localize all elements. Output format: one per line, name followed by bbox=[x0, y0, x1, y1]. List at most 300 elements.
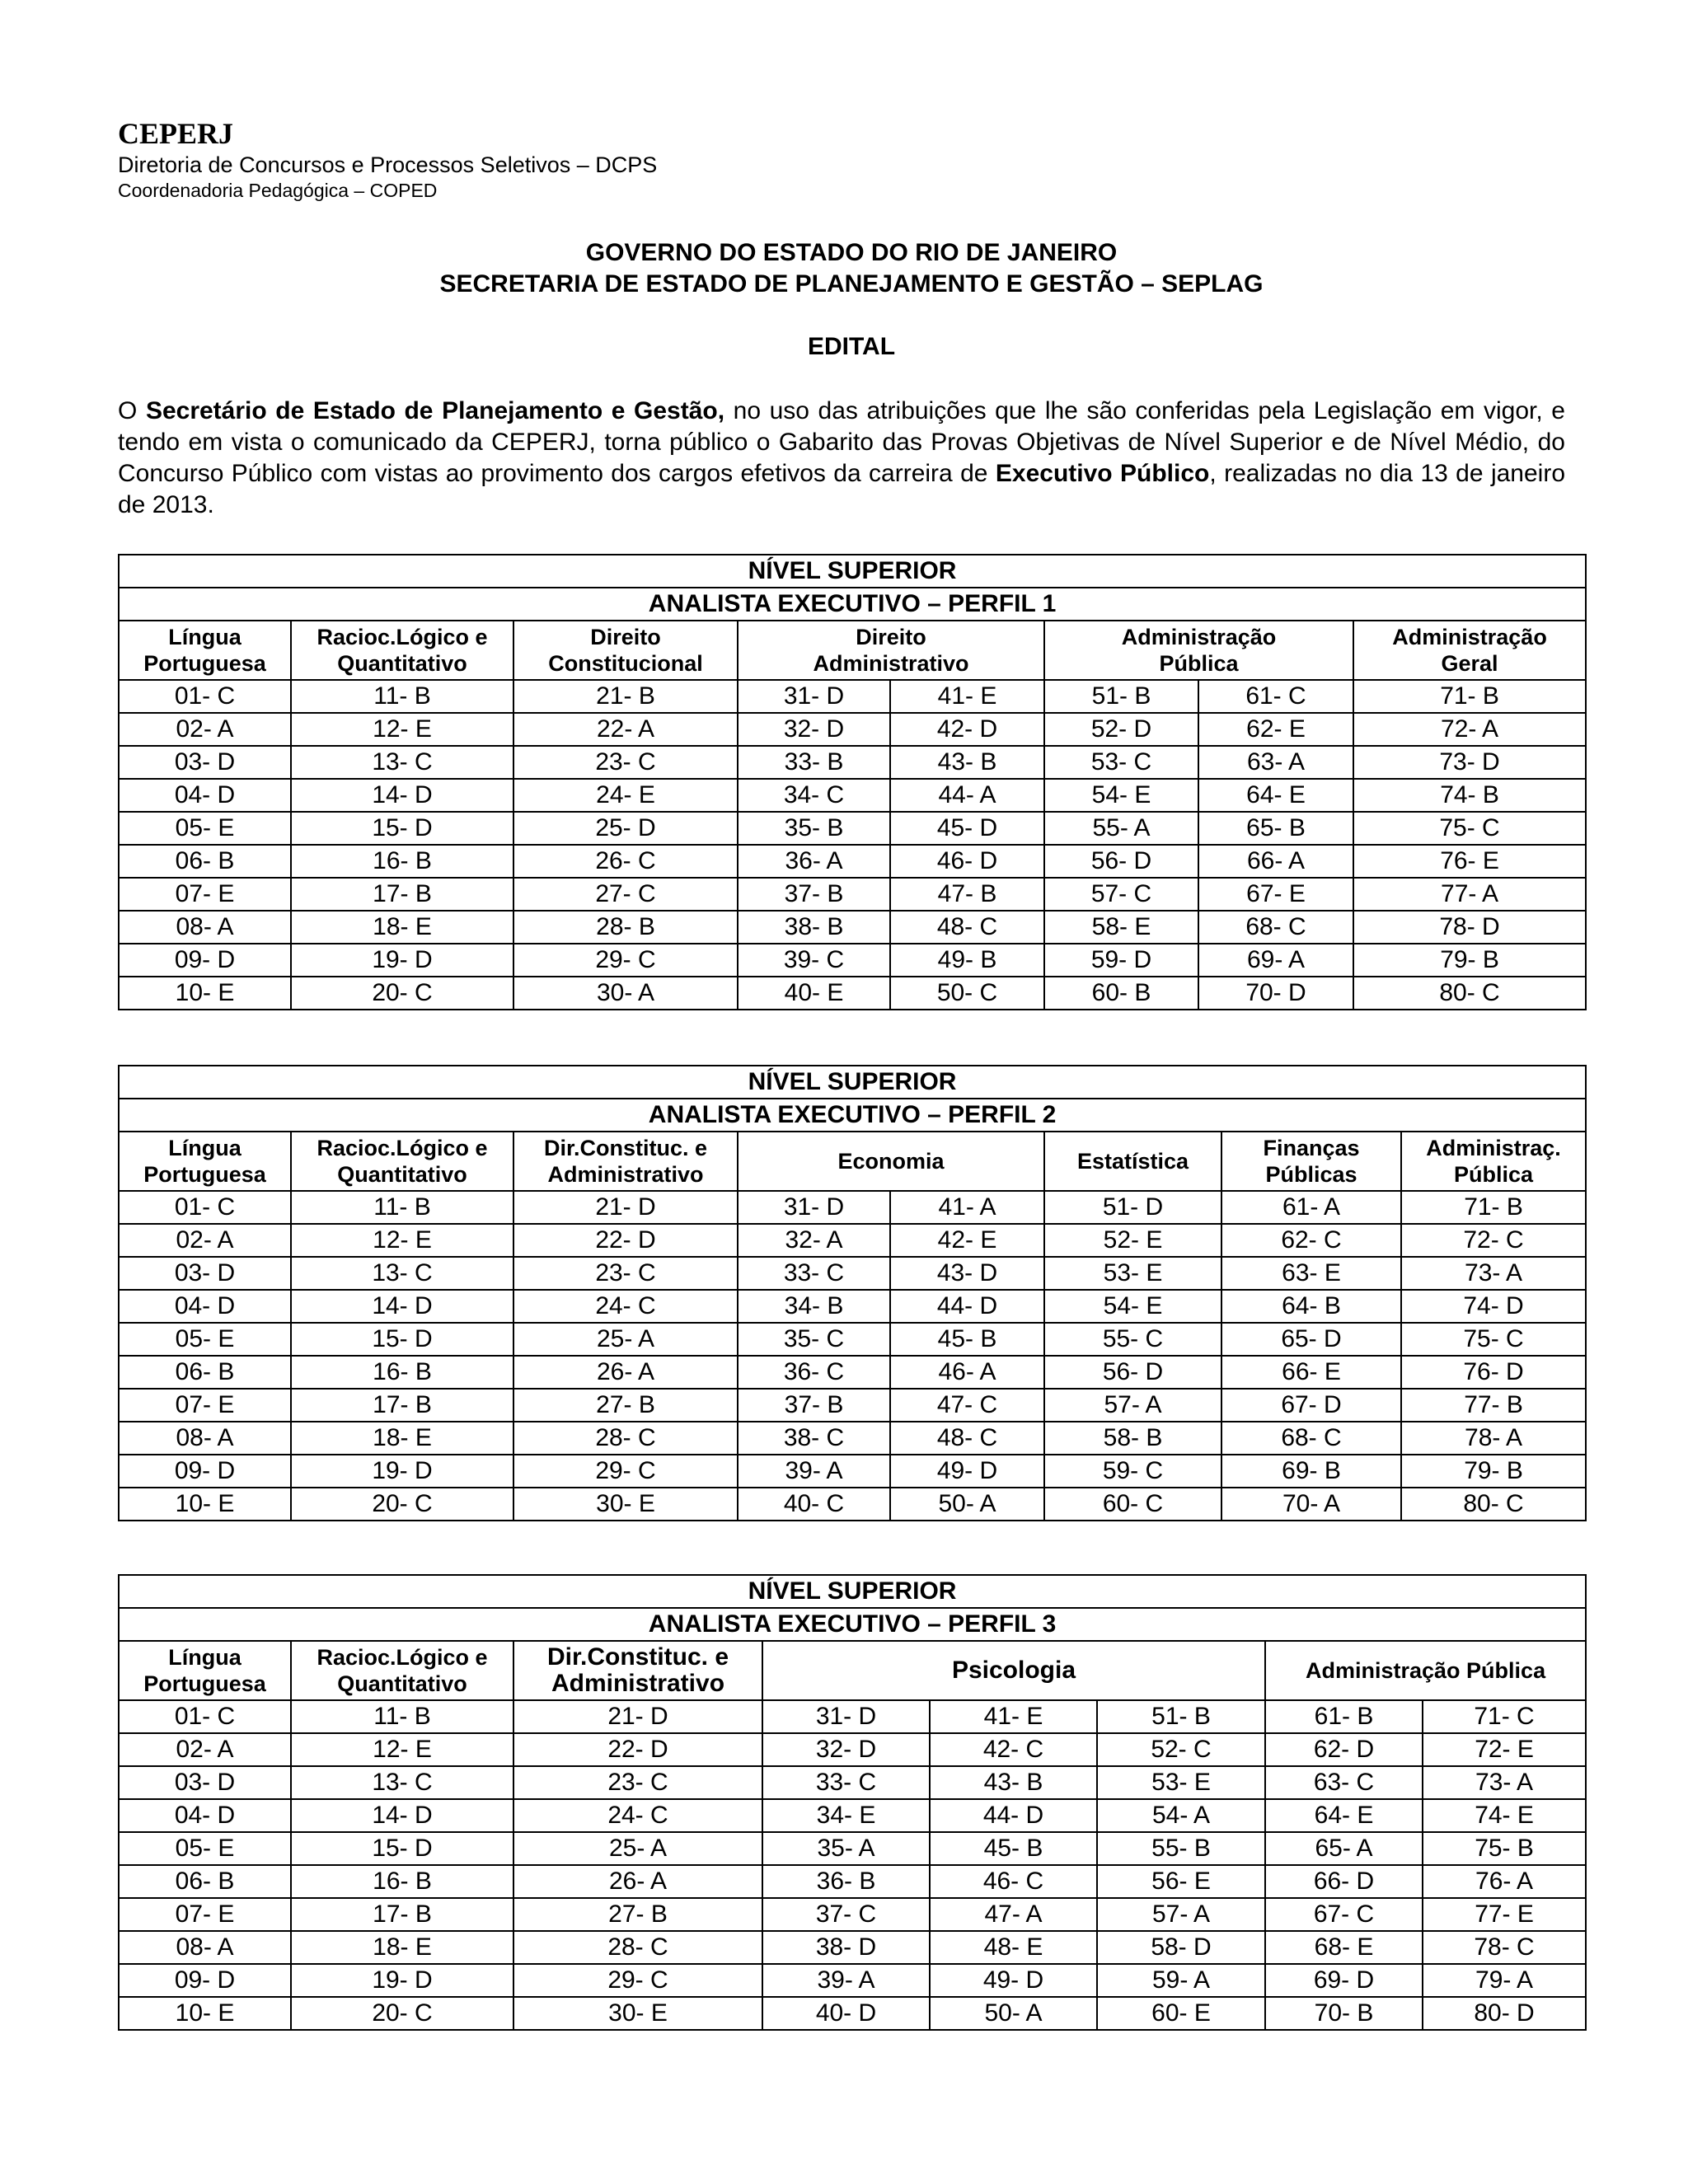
answer-cell: 64- E bbox=[1198, 779, 1353, 812]
column-header: Administração Pública bbox=[1265, 1641, 1586, 1700]
answer-cell: 36- C bbox=[738, 1356, 890, 1389]
answer-cell: 74- E bbox=[1423, 1799, 1586, 1832]
answer-cell: 04- D bbox=[119, 779, 291, 812]
table-row bbox=[119, 977, 1586, 1010]
answer-cell: 15- D bbox=[291, 1323, 513, 1356]
answer-cell: 30- E bbox=[513, 1997, 762, 2030]
answer-cell: 30- E bbox=[513, 1488, 738, 1521]
table-profile: ANALISTA EXECUTIVO – PERFIL 3 bbox=[119, 1608, 1586, 1641]
answer-rows bbox=[119, 1191, 1586, 1521]
answer-cell: 25- A bbox=[513, 1832, 762, 1865]
answer-cell: 01- C bbox=[119, 1191, 291, 1224]
answer-cell: 28- B bbox=[513, 911, 738, 944]
answer-cell: 49- D bbox=[890, 1455, 1044, 1488]
answer-cell: 72- C bbox=[1401, 1224, 1586, 1257]
column-header: Psicologia bbox=[762, 1641, 1265, 1700]
table-row bbox=[119, 878, 1586, 911]
answer-cell: 63- C bbox=[1265, 1766, 1423, 1799]
column-header: Língua Portuguesa bbox=[119, 1641, 291, 1700]
answer-cell: 72- E bbox=[1423, 1733, 1586, 1766]
column-header: Dir.Constituc. e Administrativo bbox=[513, 1641, 762, 1700]
table-row bbox=[119, 1931, 1586, 1964]
answer-cell: 51- D bbox=[1044, 1191, 1221, 1224]
table-row bbox=[119, 1997, 1586, 2030]
answer-cell: 56- D bbox=[1044, 1356, 1221, 1389]
answer-cell: 22- D bbox=[513, 1733, 762, 1766]
answer-cell: 23- C bbox=[513, 746, 738, 779]
answer-cell: 28- C bbox=[513, 1422, 738, 1455]
answer-cell: 62- E bbox=[1198, 713, 1353, 746]
answer-cell: 20- C bbox=[291, 1997, 513, 2030]
answer-cell: 51- B bbox=[1097, 1700, 1265, 1733]
answer-cell: 44- D bbox=[930, 1799, 1097, 1832]
answer-cell: 60- E bbox=[1097, 1997, 1265, 2030]
answer-cell: 60- C bbox=[1044, 1488, 1221, 1521]
answer-cell: 13- C bbox=[291, 1257, 513, 1290]
answer-cell: 68- C bbox=[1221, 1422, 1401, 1455]
intro-bold-1: Secretário de Estado de Planejamento e Gestão, bbox=[145, 397, 725, 424]
answer-cell: 31- D bbox=[762, 1700, 930, 1733]
answer-cell: 03- D bbox=[119, 1257, 291, 1290]
answer-cell: 73- A bbox=[1423, 1766, 1586, 1799]
answer-cell: 66- E bbox=[1221, 1356, 1401, 1389]
answer-cell: 69- B bbox=[1221, 1455, 1401, 1488]
answer-cell: 77- B bbox=[1401, 1389, 1586, 1422]
answer-cell: 68- C bbox=[1198, 911, 1353, 944]
answer-cell: 78- D bbox=[1353, 911, 1586, 944]
answer-cell: 38- D bbox=[762, 1931, 930, 1964]
answer-cell: 23- C bbox=[513, 1766, 762, 1799]
answer-cell: 70- B bbox=[1265, 1997, 1423, 2030]
answer-cell: 42- D bbox=[890, 713, 1044, 746]
answer-cell: 59- C bbox=[1044, 1455, 1221, 1488]
answer-cell: 39- A bbox=[762, 1964, 930, 1997]
table-row bbox=[119, 1257, 1586, 1290]
intro-paragraph bbox=[118, 396, 1565, 521]
answer-cell: 39- A bbox=[738, 1455, 890, 1488]
column-header: Administração Pública bbox=[1044, 621, 1353, 680]
answer-cell: 33- C bbox=[762, 1766, 930, 1799]
answer-cell: 80- C bbox=[1353, 977, 1586, 1010]
answer-cell: 68- E bbox=[1265, 1931, 1423, 1964]
answer-cell: 28- C bbox=[513, 1931, 762, 1964]
answer-cell: 76- E bbox=[1353, 845, 1586, 878]
answer-cell: 73- A bbox=[1401, 1257, 1586, 1290]
table-row bbox=[119, 1422, 1586, 1455]
answer-cell: 21- D bbox=[513, 1191, 738, 1224]
answer-cell: 74- D bbox=[1401, 1290, 1586, 1323]
answer-cell: 51- B bbox=[1044, 680, 1198, 713]
secretariat-line: SECRETARIA DE ESTADO DE PLANEJAMENTO E GESTÃO – SEPLAG bbox=[439, 270, 1264, 298]
answer-cell: 02- A bbox=[119, 1224, 291, 1257]
answer-table-perfil-3 bbox=[118, 1574, 1587, 2031]
answer-table-perfil-2 bbox=[118, 1065, 1587, 1521]
answer-cell: 49- B bbox=[890, 944, 1044, 977]
column-header: Estatística bbox=[1044, 1132, 1221, 1191]
answer-cell: 35- B bbox=[738, 812, 890, 845]
intro-text-2: no uso das atribuições que lhe são conferidas pela Legislação em vigor, e tendo em vista o comunicado da CEPERJ, torna público o Gabarito das Provas Objetivas de Nível Superior e de Nível Médio, do Concurso Público com vistas ao provimento dos cargos efetivos da carreira de bbox=[118, 397, 1565, 487]
answer-cell: 09- D bbox=[119, 1964, 291, 1997]
answer-cell: 50- C bbox=[890, 977, 1044, 1010]
answer-cell: 27- C bbox=[513, 878, 738, 911]
org-directorate: Diretoria de Concursos e Processos Seletivos – DCPS bbox=[118, 152, 658, 177]
answer-cell: 20- C bbox=[291, 1488, 513, 1521]
answer-cell: 39- C bbox=[738, 944, 890, 977]
answer-cell: 45- B bbox=[890, 1323, 1044, 1356]
answer-cell: 16- B bbox=[291, 845, 513, 878]
answer-cell: 17- B bbox=[291, 1389, 513, 1422]
answer-cell: 21- B bbox=[513, 680, 738, 713]
answer-cell: 03- D bbox=[119, 1766, 291, 1799]
table-row bbox=[119, 1191, 1586, 1224]
answer-cell: 33- C bbox=[738, 1257, 890, 1290]
table-row bbox=[119, 1733, 1586, 1766]
answer-cell: 21- D bbox=[513, 1700, 762, 1733]
answer-cell: 32- A bbox=[738, 1224, 890, 1257]
org-coordination: Coordenadoria Pedagógica – COPED bbox=[118, 180, 438, 201]
answer-cell: 11- B bbox=[291, 680, 513, 713]
table-row bbox=[119, 1766, 1586, 1799]
answer-cell: 16- B bbox=[291, 1356, 513, 1389]
table-row bbox=[119, 1832, 1586, 1865]
table-row bbox=[119, 1224, 1586, 1257]
answer-cell: 65- D bbox=[1221, 1323, 1401, 1356]
answer-cell: 17- B bbox=[291, 1898, 513, 1931]
answer-table-perfil-1 bbox=[118, 554, 1587, 1010]
answer-cell: 80- D bbox=[1423, 1997, 1586, 2030]
answer-cell: 01- C bbox=[119, 1700, 291, 1733]
answer-cell: 26- C bbox=[513, 845, 738, 878]
answer-cell: 55- B bbox=[1097, 1832, 1265, 1865]
answer-cell: 36- B bbox=[762, 1865, 930, 1898]
answer-cell: 61- B bbox=[1265, 1700, 1423, 1733]
column-header: Administração Geral bbox=[1353, 621, 1586, 680]
answer-cell: 22- A bbox=[513, 713, 738, 746]
column-header: Dir.Constituc. e Administrativo bbox=[513, 1132, 738, 1191]
answer-cell: 03- D bbox=[119, 746, 291, 779]
table-level: NÍVEL SUPERIOR bbox=[119, 555, 1586, 588]
table-row bbox=[119, 1389, 1586, 1422]
column-header: Língua Portuguesa bbox=[119, 1132, 291, 1191]
answer-cell: 43- D bbox=[890, 1257, 1044, 1290]
answer-cell: 79- A bbox=[1423, 1964, 1586, 1997]
answer-cell: 31- D bbox=[738, 1191, 890, 1224]
answer-cell: 48- E bbox=[930, 1931, 1097, 1964]
answer-cell: 29- C bbox=[513, 944, 738, 977]
answer-cell: 43- B bbox=[930, 1766, 1097, 1799]
answer-cell: 06- B bbox=[119, 1356, 291, 1389]
answer-cell: 52- E bbox=[1044, 1224, 1221, 1257]
answer-cell: 46- A bbox=[890, 1356, 1044, 1389]
column-header: Língua Portuguesa bbox=[119, 621, 291, 680]
answer-cell: 72- A bbox=[1353, 713, 1586, 746]
answer-cell: 58- B bbox=[1044, 1422, 1221, 1455]
answer-cell: 22- D bbox=[513, 1224, 738, 1257]
government-heading bbox=[118, 237, 1585, 300]
answer-cell: 34- E bbox=[762, 1799, 930, 1832]
answer-cell: 07- E bbox=[119, 878, 291, 911]
answer-cell: 10- E bbox=[119, 977, 291, 1010]
answer-cell: 66- A bbox=[1198, 845, 1353, 878]
answer-cell: 27- B bbox=[513, 1898, 762, 1931]
answer-cell: 79- B bbox=[1353, 944, 1586, 977]
answer-cell: 14- D bbox=[291, 779, 513, 812]
answer-cell: 54- E bbox=[1044, 1290, 1221, 1323]
table-row bbox=[119, 812, 1586, 845]
table-row bbox=[119, 1323, 1586, 1356]
answer-cell: 46- D bbox=[890, 845, 1044, 878]
table-profile: ANALISTA EXECUTIVO – PERFIL 2 bbox=[119, 1099, 1586, 1132]
table-row bbox=[119, 779, 1586, 812]
answer-cell: 05- E bbox=[119, 812, 291, 845]
answer-cell: 16- B bbox=[291, 1865, 513, 1898]
table-row bbox=[119, 1356, 1586, 1389]
answer-cell: 07- E bbox=[119, 1389, 291, 1422]
answer-cell: 08- A bbox=[119, 1931, 291, 1964]
answer-cell: 47- A bbox=[930, 1898, 1097, 1931]
answer-cell: 19- D bbox=[291, 944, 513, 977]
answer-cell: 73- D bbox=[1353, 746, 1586, 779]
answer-cell: 55- C bbox=[1044, 1323, 1221, 1356]
table-row bbox=[119, 1799, 1586, 1832]
answer-cell: 08- A bbox=[119, 911, 291, 944]
answer-cell: 15- D bbox=[291, 812, 513, 845]
answer-cell: 17- B bbox=[291, 878, 513, 911]
answer-cell: 78- C bbox=[1423, 1931, 1586, 1964]
answer-cell: 08- A bbox=[119, 1422, 291, 1455]
answer-cell: 10- E bbox=[119, 1997, 291, 2030]
column-header: Administraç. Pública bbox=[1401, 1132, 1586, 1191]
table-level: NÍVEL SUPERIOR bbox=[119, 1066, 1586, 1099]
answer-cell: 35- C bbox=[738, 1323, 890, 1356]
answer-cell: 05- E bbox=[119, 1323, 291, 1356]
answer-cell: 19- D bbox=[291, 1455, 513, 1488]
answer-cell: 52- C bbox=[1097, 1733, 1265, 1766]
answer-cell: 67- E bbox=[1198, 878, 1353, 911]
answer-cell: 01- C bbox=[119, 680, 291, 713]
column-header: Finanças Públicas bbox=[1221, 1132, 1401, 1191]
answer-cell: 57- C bbox=[1044, 878, 1198, 911]
answer-cell: 37- B bbox=[738, 1389, 890, 1422]
answer-cell: 78- A bbox=[1401, 1422, 1586, 1455]
answer-cell: 25- D bbox=[513, 812, 738, 845]
table-row bbox=[119, 845, 1586, 878]
answer-cell: 67- C bbox=[1265, 1898, 1423, 1931]
answer-cell: 54- A bbox=[1097, 1799, 1265, 1832]
answer-cell: 09- D bbox=[119, 944, 291, 977]
answer-cell: 42- E bbox=[890, 1224, 1044, 1257]
answer-cell: 02- A bbox=[119, 713, 291, 746]
answer-cell: 66- D bbox=[1265, 1865, 1423, 1898]
intro-bold-2: Executivo Público bbox=[995, 460, 1210, 487]
answer-cell: 50- A bbox=[890, 1488, 1044, 1521]
answer-cell: 32- D bbox=[738, 713, 890, 746]
answer-cell: 75- C bbox=[1353, 812, 1586, 845]
answer-cell: 53- E bbox=[1044, 1257, 1221, 1290]
answer-cell: 05- E bbox=[119, 1832, 291, 1865]
answer-cell: 54- E bbox=[1044, 779, 1198, 812]
answer-cell: 34- B bbox=[738, 1290, 890, 1323]
answer-cell: 76- D bbox=[1401, 1356, 1586, 1389]
answer-cell: 46- C bbox=[930, 1865, 1097, 1898]
answer-cell: 42- C bbox=[930, 1733, 1097, 1766]
table-row bbox=[119, 713, 1586, 746]
edital-title: EDITAL bbox=[807, 333, 896, 360]
answer-cell: 24- E bbox=[513, 779, 738, 812]
answer-cell: 11- B bbox=[291, 1700, 513, 1733]
answer-cell: 27- B bbox=[513, 1389, 738, 1422]
answer-cell: 80- C bbox=[1401, 1488, 1586, 1521]
answer-cell: 70- D bbox=[1198, 977, 1353, 1010]
table-row bbox=[119, 746, 1586, 779]
answer-cell: 09- D bbox=[119, 1455, 291, 1488]
answer-cell: 64- E bbox=[1265, 1799, 1423, 1832]
answer-cell: 41- E bbox=[890, 680, 1044, 713]
answer-rows bbox=[119, 680, 1586, 1010]
government-line: GOVERNO DO ESTADO DO RIO DE JANEIRO bbox=[585, 239, 1118, 266]
answer-cell: 18- E bbox=[291, 1931, 513, 1964]
answer-cell: 13- C bbox=[291, 746, 513, 779]
answer-cell: 07- E bbox=[119, 1898, 291, 1931]
answer-cell: 04- D bbox=[119, 1799, 291, 1832]
answer-cell: 61- C bbox=[1198, 680, 1353, 713]
answer-cell: 79- B bbox=[1401, 1455, 1586, 1488]
answer-cell: 75- C bbox=[1401, 1323, 1586, 1356]
intro-text-3: , realizadas no dia 13 de janeiro de 2013. bbox=[118, 460, 1566, 518]
answer-cell: 77- E bbox=[1423, 1898, 1586, 1931]
answer-cell: 70- A bbox=[1221, 1488, 1401, 1521]
answer-cell: 53- C bbox=[1044, 746, 1198, 779]
intro-text-1: O bbox=[118, 397, 146, 424]
answer-cell: 14- D bbox=[291, 1290, 513, 1323]
table-row bbox=[119, 944, 1586, 977]
document-page bbox=[118, 115, 1585, 2031]
table-row bbox=[119, 1898, 1586, 1931]
answer-cell: 60- B bbox=[1044, 977, 1198, 1010]
table-row bbox=[119, 1964, 1586, 1997]
column-header: Direito Constitucional bbox=[513, 621, 738, 680]
answer-cell: 24- C bbox=[513, 1290, 738, 1323]
answer-cell: 47- B bbox=[890, 878, 1044, 911]
answer-cell: 55- A bbox=[1044, 812, 1198, 845]
answer-cell: 40- D bbox=[762, 1997, 930, 2030]
answer-cell: 50- A bbox=[930, 1997, 1097, 2030]
answer-cell: 36- A bbox=[738, 845, 890, 878]
answer-cell: 14- D bbox=[291, 1799, 513, 1832]
answer-cell: 29- C bbox=[513, 1455, 738, 1488]
answer-cell: 40- E bbox=[738, 977, 890, 1010]
answer-cell: 71- C bbox=[1423, 1700, 1586, 1733]
table-row bbox=[119, 1455, 1586, 1488]
table-row bbox=[119, 1865, 1586, 1898]
answer-cell: 62- D bbox=[1265, 1733, 1423, 1766]
answer-cell: 37- B bbox=[738, 878, 890, 911]
answer-cell: 75- B bbox=[1423, 1832, 1586, 1865]
column-header: Direito Administrativo bbox=[738, 621, 1044, 680]
column-header: Racioc.Lógico e Quantitativo bbox=[291, 621, 513, 680]
column-header: Economia bbox=[738, 1132, 1044, 1191]
answer-cell: 37- C bbox=[762, 1898, 930, 1931]
answer-cell: 71- B bbox=[1353, 680, 1586, 713]
answer-cell: 77- A bbox=[1353, 878, 1586, 911]
answer-cell: 18- E bbox=[291, 1422, 513, 1455]
answer-cell: 71- B bbox=[1401, 1191, 1586, 1224]
answer-cell: 15- D bbox=[291, 1832, 513, 1865]
answer-cell: 56- E bbox=[1097, 1865, 1265, 1898]
answer-cell: 76- A bbox=[1423, 1865, 1586, 1898]
answer-cell: 49- D bbox=[930, 1964, 1097, 1997]
table-level: NÍVEL SUPERIOR bbox=[119, 1575, 1586, 1608]
answer-cell: 74- B bbox=[1353, 779, 1586, 812]
answer-cell: 04- D bbox=[119, 1290, 291, 1323]
answer-cell: 18- E bbox=[291, 911, 513, 944]
answer-cell: 57- A bbox=[1044, 1389, 1221, 1422]
answer-cell: 58- D bbox=[1097, 1931, 1265, 1964]
answer-cell: 38- B bbox=[738, 911, 890, 944]
answer-cell: 48- C bbox=[890, 911, 1044, 944]
answer-cell: 06- B bbox=[119, 845, 291, 878]
answer-cell: 47- C bbox=[890, 1389, 1044, 1422]
answer-cell: 02- A bbox=[119, 1733, 291, 1766]
answer-cell: 59- A bbox=[1097, 1964, 1265, 1997]
answer-cell: 33- B bbox=[738, 746, 890, 779]
column-header: Racioc.Lógico e Quantitativo bbox=[291, 1641, 513, 1700]
table-row bbox=[119, 1488, 1586, 1521]
answer-cell: 29- C bbox=[513, 1964, 762, 1997]
answer-cell: 31- D bbox=[738, 680, 890, 713]
answer-cell: 69- D bbox=[1265, 1964, 1423, 1997]
answer-cell: 26- A bbox=[513, 1865, 762, 1898]
answer-cell: 35- A bbox=[762, 1832, 930, 1865]
table-row bbox=[119, 680, 1586, 713]
answer-cell: 41- A bbox=[890, 1191, 1044, 1224]
answer-cell: 10- E bbox=[119, 1488, 291, 1521]
answer-cell: 48- C bbox=[890, 1422, 1044, 1455]
answer-cell: 12- E bbox=[291, 713, 513, 746]
table-row bbox=[119, 1290, 1586, 1323]
answer-cell: 56- D bbox=[1044, 845, 1198, 878]
answer-cell: 64- B bbox=[1221, 1290, 1401, 1323]
answer-cell: 25- A bbox=[513, 1323, 738, 1356]
answer-cell: 59- D bbox=[1044, 944, 1198, 977]
org-name: CEPERJ bbox=[118, 117, 234, 150]
answer-cell: 23- C bbox=[513, 1257, 738, 1290]
answer-cell: 63- E bbox=[1221, 1257, 1401, 1290]
answer-cell: 40- C bbox=[738, 1488, 890, 1521]
answer-cell: 65- A bbox=[1265, 1832, 1423, 1865]
answer-rows bbox=[119, 1700, 1586, 2030]
answer-cell: 67- D bbox=[1221, 1389, 1401, 1422]
answer-cell: 44- D bbox=[890, 1290, 1044, 1323]
answer-cell: 11- B bbox=[291, 1191, 513, 1224]
answer-cell: 53- E bbox=[1097, 1766, 1265, 1799]
column-header: Racioc.Lógico e Quantitativo bbox=[291, 1132, 513, 1191]
table-row bbox=[119, 911, 1586, 944]
answer-cell: 12- E bbox=[291, 1733, 513, 1766]
answer-cell: 61- A bbox=[1221, 1191, 1401, 1224]
answer-cell: 19- D bbox=[291, 1964, 513, 1997]
answer-cell: 57- A bbox=[1097, 1898, 1265, 1931]
table-profile: ANALISTA EXECUTIVO – PERFIL 1 bbox=[119, 588, 1586, 621]
answer-cell: 45- B bbox=[930, 1832, 1097, 1865]
table-row bbox=[119, 1700, 1586, 1733]
answer-cell: 20- C bbox=[291, 977, 513, 1010]
answer-cell: 65- B bbox=[1198, 812, 1353, 845]
answer-cell: 30- A bbox=[513, 977, 738, 1010]
answer-cell: 62- C bbox=[1221, 1224, 1401, 1257]
answer-cell: 32- D bbox=[762, 1733, 930, 1766]
answer-cell: 12- E bbox=[291, 1224, 513, 1257]
